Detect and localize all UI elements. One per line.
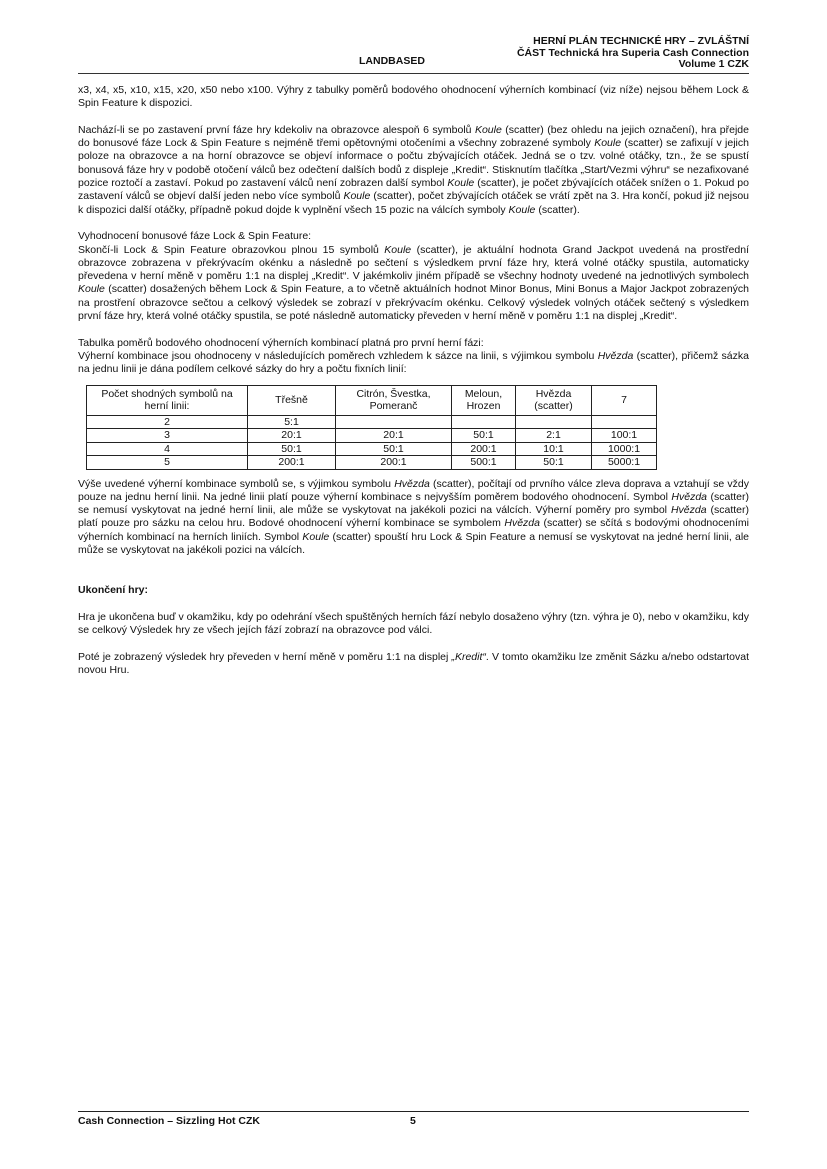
table-row: 4 50:1 50:1 200:1 10:1 1000:1 — [87, 442, 657, 456]
document-body — [78, 84, 749, 691]
paragraph-evaluation: Skončí-li Lock & Spin Feature obrazovkou plnou 15 symbolů Koule (scatter), je aktuální hodnota Grand Jackpot uvedená na prostřední obrazovce zobrazena v překrývacím okénku a následně po sečtení s výsledkem první fáze hry, která volné otáčky spustila, automaticky převedena v herní měně v poměru 1:1 na displej „Kredit“. V jakémkoliv jiném případě se všechny hodnoty uvedené na jednotlivých symbolech Koule (scatter) dosažených během Lock & Spin Feature, a to včetně aktuálních hodnot Minor Bonus, Mini Bonus a Major Jackpot zobrazených na prostření obrazovce sečtou a celkový výsledek se zobrazí v překrývacím okénku. Celkový výsledek volných otáček sečtený s výsledkem první fáze hry, která volné otáčky spustila, se poté následně automaticky převeden v herní měně v poměru 1:1 na displej „Kredit“. — [78, 243, 749, 323]
paytable-header-row — [87, 385, 657, 415]
paragraph-paytable-title: Tabulka poměrů bodového ohodnocení výherních kombinací platná pro první herní fázi: — [78, 336, 484, 349]
paytable-header-cherries: Třešně — [248, 385, 336, 415]
paytable-header-lemon-plum-orange: Citrón, Švestka, Pomeranč — [336, 385, 452, 415]
paytable-header-star: Hvězda (scatter) — [516, 385, 592, 415]
footer-document-title: Cash Connection – Sizzling Hot CZK — [78, 1115, 261, 1127]
paragraph-paytable-rules: Výše uvedené výherní kombinace symbolů se, s výjimkou symbolu Hvězda (scatter), počítají od prvního válce zleva doprava a vztahují se vždy pouze na jednu herní linii. Na jedné linii platí pouze výherní kombinace s nejvyšším poměrem bodového ohodnocení. Symbol Hvězda (scatter) se nemusí vyskytovat na jedné herní linii, ale může se vyskytovat na jakékoli pozici na válcích. Výherní poměry pro symbol Hvězda (scatter) platí pouze pro sázku na celou hru. Bodové ohodnocení výherní kombinace se symbolem Hvězda (scatter) se sčítá s bodovými ohodnoceními výherních kombinací na herních liniích. Symbol Koule (scatter) spouští hru Lock & Spin Feature a nemusí se vyskytovat na jedné herní linii, ale může se vyskytovat na jakékoli pozici na válcích. — [78, 477, 750, 557]
header-title-line-3: Volume 1 CZK — [678, 58, 749, 70]
paytable-header-melon-grapes: Meloun, Hrozen — [452, 385, 516, 415]
paytable — [86, 385, 657, 470]
paragraph-evaluation-title: Vyhodnocení bonusové fáze Lock & Spin Feature: — [78, 230, 312, 243]
paragraph-game-end: Hra je ukončena buď v okamžiku, kdy po odehrání všech spuštěných herních fází nebylo dosaženo výhry (tzn. výhra je 0), nebo v okamžiku, kdy se celkový Výsledek hry ze všech jejích fází zobrazí na obrazovce pod válci. — [78, 610, 749, 637]
page-number: 5 — [410, 1115, 416, 1127]
header-left-label: LANDBASED — [359, 55, 425, 67]
paragraph-lock-spin-trigger: Nachází-li se po zastavení první fáze hry kdekoliv na obrazovce alespoň 6 symbolů Koule (scatter) (bez ohledu na jejich označení), hra přejde do bonusové fáze Lock & Spin Feature s nejméně třemi opětovnými otočeními a všechny zobrazené symboly Koule (scatter) se zafixují v jejich poloze na obrazovce a na horní obrazovce se objeví informace o počtu zbývajících otáček. Jedná se o tzv. volné otáčky, tzn., že se spustí bonusová fáze hry v podobě otočení válců bez odečtení dalších bodů z displeje „Kredit“. Stisknutím tlačítka „Start/Vezmi výhru“ se nezafixované pozice roztočí a zastaví. Pokud po zastavení válců není zobrazen další symbol Koule (scatter), je počet zbývajících otáček snížen o 1. Pokud po zastavení válců se objeví další jeden nebo více symbolů Koule (scatter), počet zbývajících otáček se vrátí zpět na 3. Hra končí, pokud již nejsou k dispozici další otáčky, případně pokud dojde k vyplnění všech 15 pozic na válcích symboly Koule (scatter). — [78, 123, 749, 216]
section-heading-game-end: Ukončení hry: — [78, 584, 149, 597]
table-row: 2 5:1 — [87, 415, 657, 429]
table-row: 5 200:1 200:1 500:1 50:1 5000:1 — [87, 456, 657, 470]
header-title-line-2: ČÁST Technická hra Superia Cash Connection — [516, 46, 749, 59]
footer-divider — [78, 1111, 749, 1112]
table-row: 3 20:1 20:1 50:1 2:1 100:1 — [87, 429, 657, 443]
paytable-header-seven: 7 — [592, 385, 657, 415]
header-title-line-1: HERNÍ PLÁN TECHNICKÉ HRY – ZVLÁŠTNÍ — [533, 35, 749, 47]
paragraph-paytable-intro: Výherní kombinace jsou ohodnoceny v následujících poměrech vzhledem k sázce na linii, s výjimkou symbolu Hvězda (scatter), přičemž sázka na jednu linii je dána podílem celkové sázky do hry a počtu fixních linií: — [78, 349, 749, 376]
paragraph-multipliers: x3, x4, x5, x10, x15, x20, x50 nebo x100. Výhry z tabulky poměrů bodového ohodnocení výherních kombinací (viz níže) nejsou během Lock & Spin Feature k dispozici. — [78, 84, 749, 110]
paytable-header-count: Počet shodných symbolů na herní linii: — [87, 385, 248, 415]
header-divider — [78, 73, 749, 74]
header-title — [517, 36, 749, 71]
paragraph-credit-transfer: Poté je zobrazený výsledek hry převeden v herní měně v poměru 1:1 na displej „Kredit“. V tomto okamžiku lze změnit Sázku a/nebo odstartovat novou Hru. — [78, 650, 749, 677]
